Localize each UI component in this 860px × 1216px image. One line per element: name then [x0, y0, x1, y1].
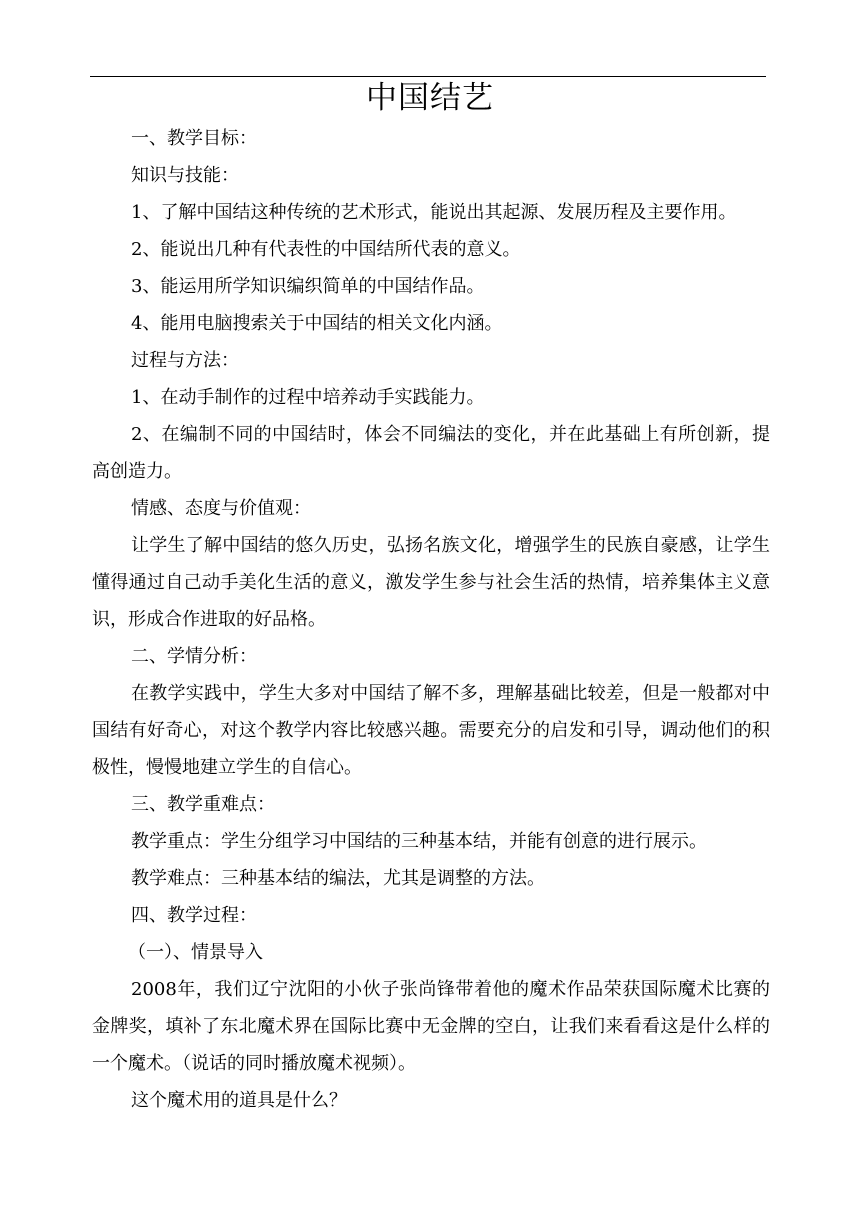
subheading-knowledge-skills: 知识与技能： — [131, 165, 239, 186]
paragraph: 在教学实践中，学生大多对中国结了解不多，理解基础比较差，但是一般都对中国结有好奇心，对这个教学内容比较感兴趣。需要充分的启发和引导，调动他们的积极性，慢慢地建立学生的自信心。 — [92, 683, 770, 778]
paragraph: 教学重点：学生分组学习中国结的三种基本结，并能有创意的进行展示。 — [131, 831, 707, 852]
paragraph: 2008年，我们辽宁沈阳的小伙子张尚锋带着他的魔术作品荣获国际魔术比赛的金牌奖，填补了东北魔术界在国际比赛中无金牌的空白，让我们来看看这是什么样的一个魔术。（说话的同时播放魔术视频）。 — [92, 979, 770, 1074]
paragraph: 让学生了解中国结的悠久历史，弘扬名族文化，增强学生的民族自豪感，让学生懂得通过自己动手美化生活的意义，激发学生参与社会生活的热情，培养集体主义意识，形成合作进取的好品格。 — [92, 535, 770, 630]
paragraph: 2、能说出几种有代表性的中国结所代表的意义。 — [131, 239, 521, 260]
paragraph: 1、了解中国结这种传统的艺术形式，能说出其起源、发展历程及主要作用。 — [131, 202, 737, 223]
paragraph: 1、在动手制作的过程中培养动手实践能力。 — [131, 387, 485, 408]
section-heading-objectives: 一、教学目标： — [131, 128, 257, 149]
paragraph: 2、在编制不同的中国结时，体会不同编法的变化，并在此基础上有所创新，提高创造力。 — [92, 424, 770, 482]
subheading-scene-intro: （一）、情景导入 — [128, 942, 263, 963]
subheading-emotion-values: 情感、态度与价值观： — [131, 498, 311, 519]
subheading-process-methods: 过程与方法： — [131, 350, 239, 371]
paragraph: 4、能用电脑搜索关于中国结的相关文化内涵。 — [131, 313, 503, 334]
section-heading-key-points: 三、教学重难点： — [131, 794, 275, 815]
header-rule — [90, 76, 766, 77]
section-heading-process: 四、教学过程： — [131, 905, 257, 926]
document-title: 中国结艺 — [366, 80, 494, 116]
section-heading-analysis: 二、学情分析： — [131, 646, 257, 667]
document-body — [92, 120, 770, 1119]
paragraph: 这个魔术用的道具是什么？ — [131, 1090, 347, 1111]
paragraph: 教学难点：三种基本结的编法，尤其是调整的方法。 — [131, 868, 545, 889]
paragraph: 3、能运用所学知识编织简单的中国结作品。 — [131, 276, 485, 297]
